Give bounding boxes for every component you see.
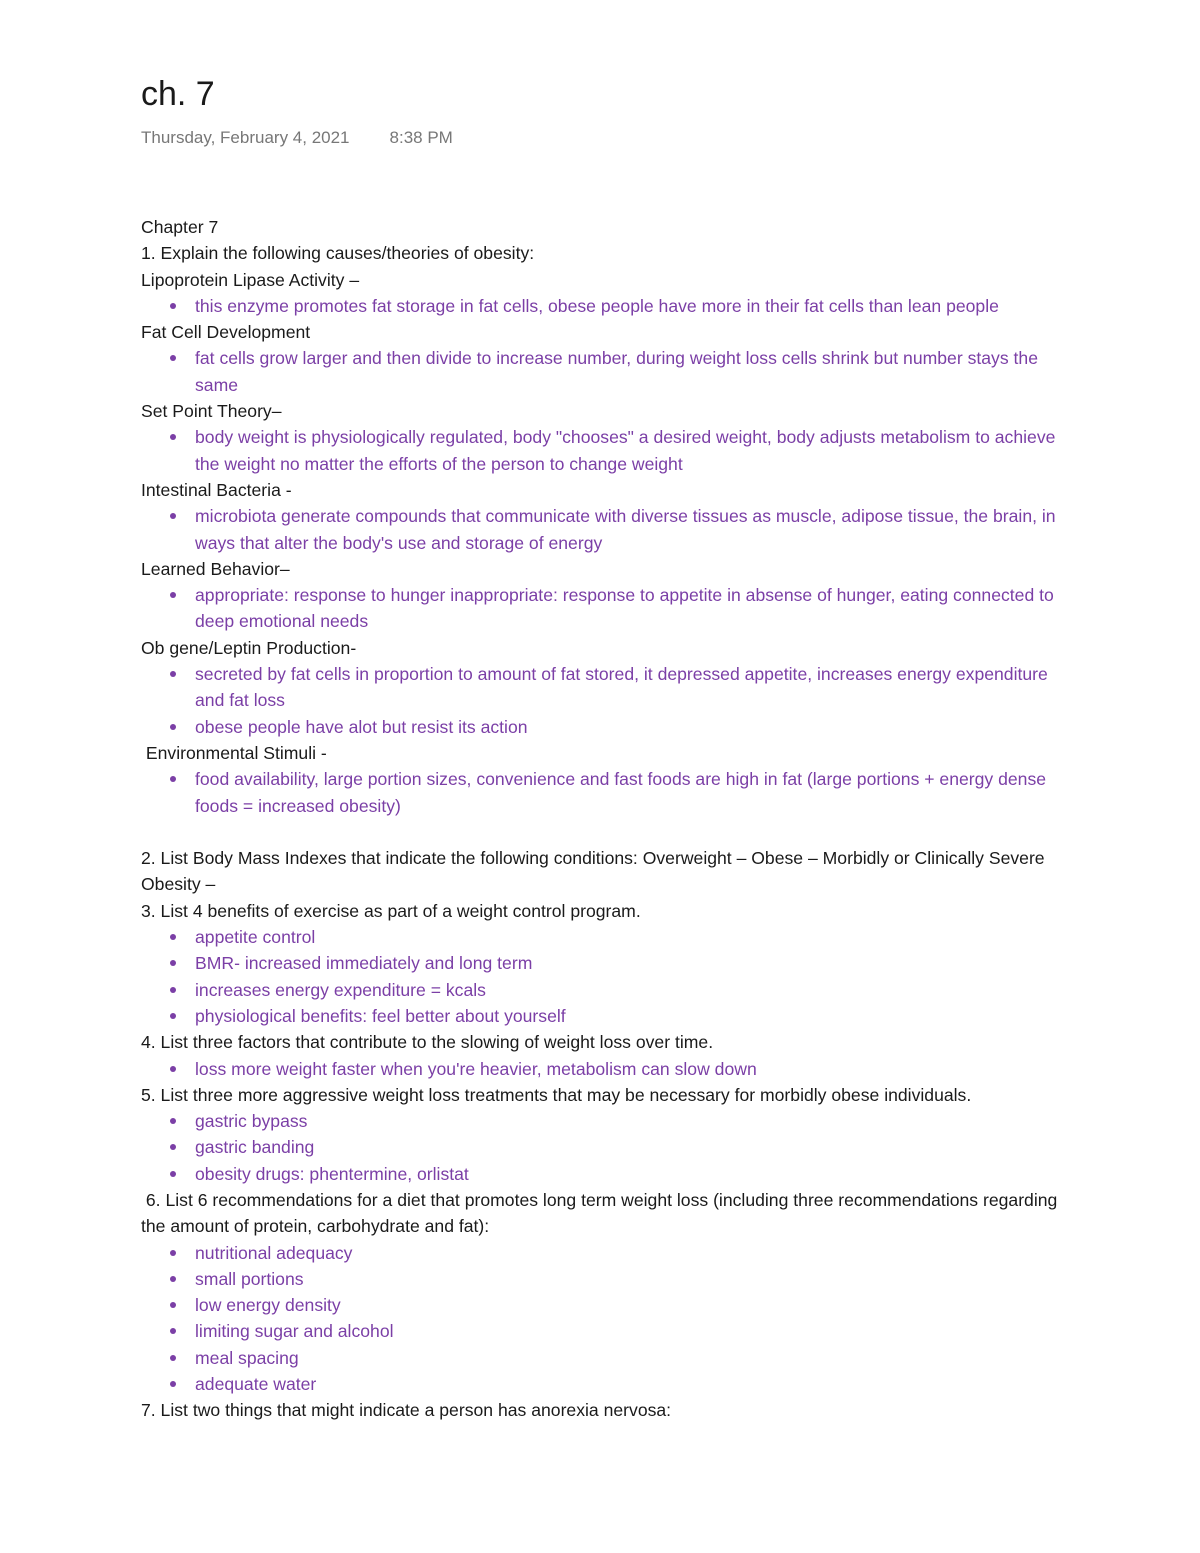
answer-item: low energy density: [195, 1292, 1061, 1318]
answer-list-lipoprotein: [141, 293, 1061, 319]
question-3: 3. List 4 benefits of exercise as part of a weight control program.: [141, 900, 641, 921]
answer-list-q4: [141, 1056, 1061, 1082]
answer-item: loss more weight faster when you're heavier, metabolism can slow down: [195, 1056, 1061, 1082]
theory-heading-learned: Learned Behavior–: [141, 558, 290, 579]
answer-list-fat-cell: [141, 345, 1061, 398]
answer-item: microbiota generate compounds that communicate with diverse tissues as muscle, adipose tissue, the brain, in ways that alter the body's use and storage of energy: [195, 503, 1061, 556]
blank-line: [141, 819, 1061, 845]
answer-item: small portions: [195, 1266, 1061, 1292]
note-date: Thursday, February 4, 2021: [141, 128, 350, 147]
answer-item: fat cells grow larger and then divide to increase number, during weight loss cells shrink but number stays the same: [195, 345, 1061, 398]
note-title: ch. 7: [141, 75, 215, 113]
question-7: 7. List two things that might indicate a person has anorexia nervosa:: [141, 1400, 672, 1421]
question-1: 1. Explain the following causes/theories of obesity:: [141, 243, 535, 264]
note-time: 8:38 PM: [389, 128, 453, 147]
theory-heading-lipoprotein: Lipoprotein Lipase Activity –: [141, 269, 360, 290]
answer-list-q5: [141, 1108, 1061, 1187]
note-timestamp: [141, 126, 453, 150]
answer-item: limiting sugar and alcohol: [195, 1318, 1061, 1344]
answer-item: secreted by fat cells in proportion to amount of fat stored, it depressed appetite, increases energy expenditure and fat loss: [195, 661, 1061, 714]
theory-heading-environment: Environmental Stimuli -: [141, 742, 327, 763]
answer-list-leptin: [141, 661, 1061, 740]
answer-list-environment: [141, 766, 1061, 819]
answer-item: gastric banding: [195, 1134, 1061, 1160]
answer-item: nutritional adequacy: [195, 1240, 1061, 1266]
answer-list-set-point: [141, 424, 1061, 477]
chapter-heading: Chapter 7: [141, 217, 219, 237]
answer-item: appetite control: [195, 924, 1061, 950]
answer-item: adequate water: [195, 1371, 1061, 1397]
question-5: 5. List three more aggressive weight loss treatments that may be necessary for morbidly obese individuals.: [141, 1084, 972, 1105]
answer-item: obesity drugs: phentermine, orlistat: [195, 1161, 1061, 1187]
answer-list-bacteria: [141, 503, 1061, 556]
answer-list-q6: [141, 1240, 1061, 1398]
theory-heading-set-point: Set Point Theory–: [141, 401, 282, 422]
answer-item: body weight is physiologically regulated, body "chooses" a desired weight, body adjusts metabolism to achieve the weight no matter the efforts of the person to change weight: [195, 424, 1061, 477]
answer-item: increases energy expenditure = kcals: [195, 977, 1061, 1003]
theory-heading-fat-cell: Fat Cell Development: [141, 322, 311, 343]
theory-heading-leptin: Ob gene/Leptin Production-: [141, 637, 357, 658]
answer-item: food availability, large portion sizes, convenience and fast foods are high in fat (large portions + energy dense foods = increased obesity): [195, 766, 1061, 819]
answer-item: physiological benefits: feel better about yourself: [195, 1003, 1061, 1029]
answer-item: obese people have alot but resist its action: [195, 714, 1061, 740]
answer-list-learned: [141, 582, 1061, 635]
note-body[interactable]: [141, 214, 1061, 1424]
answer-item: BMR- increased immediately and long term: [195, 950, 1061, 976]
theory-heading-bacteria: Intestinal Bacteria -: [141, 479, 292, 500]
question-6: 6. List 6 recommendations for a diet that promotes long term weight loss (including three recommendations regarding the amount of protein, carbohydrate and fat):: [141, 1189, 1063, 1237]
answer-item: gastric bypass: [195, 1108, 1061, 1134]
answer-item: appropriate: response to hunger inappropriate: response to appetite in absense of hunger, eating connected to deep emotional needs: [195, 582, 1061, 635]
question-4: 4. List three factors that contribute to the slowing of weight loss over time.: [141, 1032, 714, 1053]
answer-item: this enzyme promotes fat storage in fat cells, obese people have more in their fat cells than lean people: [195, 293, 1061, 319]
question-2: 2. List Body Mass Indexes that indicate the following conditions: Overweight – Obese – Morbidly or Clinically Severe Obesity –: [141, 848, 1050, 895]
answer-item: meal spacing: [195, 1345, 1061, 1371]
answer-list-q3: [141, 924, 1061, 1029]
